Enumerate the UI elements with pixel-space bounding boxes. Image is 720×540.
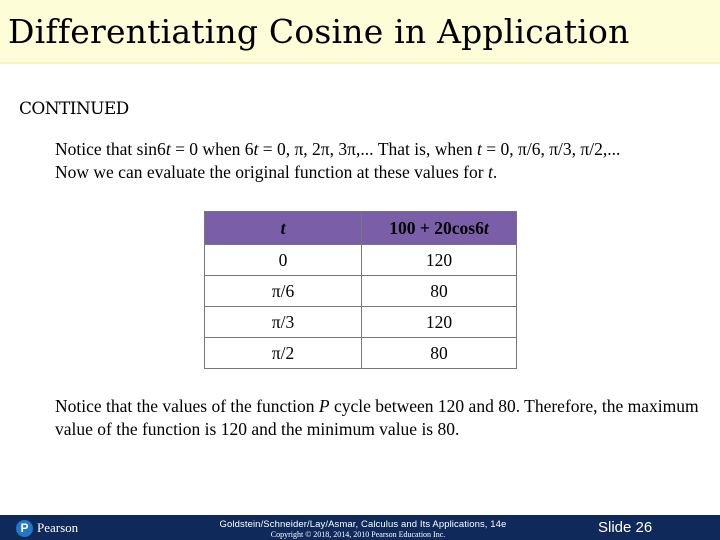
text-run: Now we can evaluate the original function at these values for — [55, 162, 488, 182]
values-table — [204, 211, 517, 369]
table-row — [205, 338, 517, 369]
text-run: cycle between 120 and 80. Therefore, the maximum value of the function is 120 and the minimum value is 80. — [55, 396, 699, 439]
book-credit: Goldstein/Schneider/Lay/Asmar, Calculus and Its Applications, 14e — [219, 519, 507, 530]
var-t: t — [477, 139, 482, 159]
conclusion-paragraph — [55, 395, 705, 441]
cell-value: 120 — [362, 245, 517, 276]
header-t: t — [205, 212, 362, 245]
slide-title: Differentiating Cosine in Application — [8, 12, 630, 51]
header-function — [362, 212, 517, 245]
cell-t: π/3 — [205, 307, 362, 338]
table-row — [205, 276, 517, 307]
var-t: t — [483, 217, 489, 238]
text-run: Notice that the values of the function — [55, 396, 319, 416]
table-row — [205, 307, 517, 338]
table-header-row — [205, 212, 517, 245]
cell-t: π/2 — [205, 338, 362, 369]
text-run: = 0, π, 2π, 3π,... That is, when — [258, 139, 477, 159]
var-t: t — [253, 139, 259, 159]
pearson-logo — [16, 518, 86, 538]
cell-t: 0 — [205, 245, 362, 276]
pearson-logo-icon: P — [16, 520, 33, 537]
var-t: t — [165, 139, 171, 159]
var-p: P — [318, 396, 330, 416]
intro-paragraph — [55, 138, 705, 184]
footer-bar — [0, 515, 720, 540]
cell-t: π/6 — [205, 276, 362, 307]
pearson-wordmark: Pearson — [37, 520, 79, 535]
cell-value: 120 — [362, 307, 517, 338]
slide-number: Slide 26 — [598, 519, 653, 536]
subheading: CONTINUED — [19, 99, 129, 119]
text-run: Notice that sin6 — [55, 139, 166, 159]
text-run: . — [492, 162, 498, 182]
copyright: Copyright © 2018, 2014, 2010 Pearson Education Inc. — [270, 530, 446, 539]
title-bar — [0, 0, 720, 64]
cell-value: 80 — [362, 276, 517, 307]
var-t: t — [487, 162, 493, 182]
table-row — [205, 245, 517, 276]
header-function-text: 100 + 20cos6 — [389, 217, 484, 238]
text-run: = 0, π/6, π/3, π/2,... — [481, 139, 621, 159]
text-run: = 0 when 6 — [170, 139, 254, 159]
cell-value: 80 — [362, 338, 517, 369]
